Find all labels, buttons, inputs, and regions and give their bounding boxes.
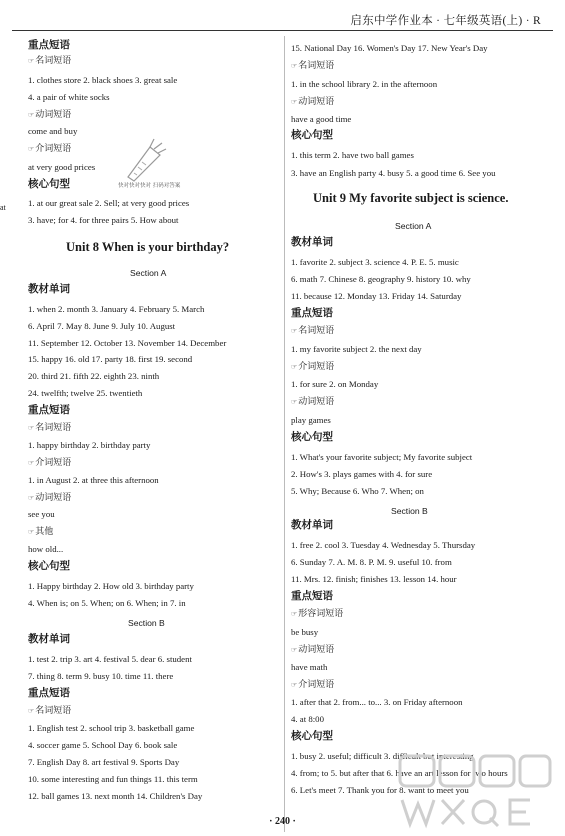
pencil-icon: ☞ — [291, 681, 298, 689]
heading-key-phrases: 重点短语 — [291, 307, 333, 319]
header-title: 启东中学作业本 · 七年级英语(上) · R — [350, 15, 541, 27]
pencil-icon: ☞ — [28, 111, 35, 119]
subheading-noun: ☞名词短语 — [28, 706, 72, 716]
subheading-prep: ☞介词短语 — [28, 458, 72, 468]
answer-line: 20. third 21. fifth 22. eighth 23. ninth — [28, 371, 160, 381]
page-header — [12, 6, 553, 34]
answer-line: 1. in the school library 2. in the afternoon — [291, 79, 438, 89]
column-divider — [284, 36, 285, 832]
answer-line: 3. have; for 4. for three pairs 5. How about — [28, 215, 179, 225]
answer-line: 4. soccer game 5. School Day 6. book sale — [28, 740, 178, 750]
pencil-icon: ☞ — [28, 57, 35, 65]
subheading-verb: ☞动词短语 — [291, 645, 335, 655]
answer-line: 1. after that 2. from... to... 3. on Friday afternoon — [291, 697, 463, 707]
answer-line: 4. When is; on 5. When; on 6. When; in 7. in — [28, 598, 186, 608]
unit-title: Unit 9 My favorite subject is science. — [313, 191, 509, 205]
pencil-icon: ☞ — [291, 646, 298, 654]
page-number: · 240 · — [269, 816, 296, 827]
answer-line: 4. a pair of white socks — [28, 92, 110, 102]
answer-line: 1. busy 2. useful; difficult 3. difficult but interesting — [291, 751, 474, 761]
answer-line: 1. my favorite subject 2. the next day — [291, 344, 422, 354]
pencil-icon: ☞ — [28, 459, 35, 467]
heading-textbook-words: 教材单词 — [28, 283, 70, 295]
edge-text: at — [0, 203, 6, 212]
section-label: Section A — [130, 268, 167, 278]
answer-line: 2. How's 3. plays games with 4. for sure — [291, 469, 433, 479]
answer-line: 6. April 7. May 8. June 9. July 10. August — [28, 321, 176, 331]
subheading-verb: ☞动词短语 — [291, 97, 335, 107]
heading-key-phrases: 重点短语 — [28, 687, 70, 699]
answer-line: play games — [291, 415, 331, 425]
section-label: Section B — [128, 618, 165, 628]
pencil-icon: ☞ — [291, 98, 298, 106]
answer-line: 1. for sure 2. on Monday — [291, 379, 379, 389]
answer-line: 10. some interesting and fun things 11. this term — [28, 774, 198, 784]
heading-key-phrases: 重点短语 — [28, 39, 70, 51]
answer-line: have a good time — [291, 114, 352, 124]
answer-line: 3. have an English party 4. busy 5. a good time 6. See you — [291, 168, 496, 178]
answer-line: have math — [291, 662, 328, 672]
answer-line: 11. because 12. Monday 13. Friday 14. Saturday — [291, 291, 462, 301]
answer-line: 1. What's your favorite subject; My favorite subject — [291, 452, 473, 462]
subheading-verb: ☞动词短语 — [291, 397, 335, 407]
answer-line: 11. September 12. October 13. November 14. December — [28, 338, 227, 348]
answer-stamp-icon — [120, 135, 170, 185]
answer-line: 1. clothes store 2. black shoes 3. great sale — [28, 75, 178, 85]
heading-core-sentences: 核心句型 — [291, 431, 333, 443]
answer-line: 1. English test 2. school trip 3. basketball game — [28, 723, 195, 733]
subheading-other: ☞其他 — [28, 527, 54, 537]
pencil-icon: ☞ — [28, 707, 35, 715]
pencil-icon: ☞ — [291, 610, 298, 618]
answer-line: 24. twelfth; twelve 25. twentieth — [28, 388, 143, 398]
answer-line: see you — [28, 509, 55, 519]
subheading-noun: ☞名词短语 — [28, 56, 72, 66]
heading-core-sentences: 核心句型 — [291, 129, 333, 141]
answer-line: at very good prices — [28, 162, 96, 172]
subheading-verb: ☞动词短语 — [28, 110, 72, 120]
answer-line: be busy — [291, 627, 319, 637]
answer-line: 1. when 2. month 3. January 4. February 5. March — [28, 304, 205, 314]
heading-core-sentences: 核心句型 — [28, 560, 70, 572]
answer-line: 7. thing 8. term 9. busy 10. time 11. there — [28, 671, 174, 681]
pencil-icon: ☞ — [28, 145, 35, 153]
answer-line: 1. test 2. trip 3. art 4. festival 5. dear 6. student — [28, 654, 192, 664]
answer-line: 1. free 2. cool 3. Tuesday 4. Wednesday 5. Thursday — [291, 540, 476, 550]
answer-line: 15. National Day 16. Women's Day 17. New Year's Day — [291, 43, 488, 53]
answer-line: 6. Let's meet 7. Thank you for 8. want to meet you — [291, 785, 469, 795]
heading-textbook-words: 教材单词 — [291, 519, 333, 531]
answer-line: come and buy — [28, 126, 78, 136]
pencil-icon: ☞ — [291, 363, 298, 371]
subheading-adj: ☞形容词短语 — [291, 609, 344, 619]
subheading-prep: ☞介词短语 — [291, 362, 335, 372]
answer-line: 1. favorite 2. subject 3. science 4. P. E. 5. music — [291, 257, 459, 267]
subheading-noun: ☞名词短语 — [291, 326, 335, 336]
header-rule — [12, 30, 553, 31]
subheading-noun: ☞名词短语 — [28, 423, 72, 433]
answer-line: 1. in August 2. at three this afternoon — [28, 475, 159, 485]
pencil-icon: ☞ — [291, 327, 298, 335]
answer-line: 1. Happy birthday 2. How old 3. birthday party — [28, 581, 194, 591]
heading-textbook-words: 教材单词 — [28, 633, 70, 645]
answer-line: 6. Sunday 7. A. M. 8. P. M. 9. useful 10. from — [291, 557, 452, 567]
answer-line: 4. at 8:00 — [291, 714, 324, 724]
answer-line: 1. this term 2. have two ball games — [291, 150, 414, 160]
unit-title: Unit 8 When is your birthday? — [66, 240, 230, 254]
pencil-icon: ☞ — [291, 398, 298, 406]
answer-line: 7. English Day 8. art festival 9. Sports Day — [28, 757, 180, 767]
pencil-icon: ☞ — [28, 424, 35, 432]
answer-line: 5. Why; Because 6. Who 7. When; on — [291, 486, 424, 496]
answer-line: 15. happy 16. old 17. party 18. first 19. second — [28, 354, 193, 364]
subheading-noun: ☞名词短语 — [291, 61, 335, 71]
heading-key-phrases: 重点短语 — [291, 590, 333, 602]
stamp-caption: 快对快对快对 扫码对答案 — [118, 183, 181, 189]
subheading-prep: ☞介词短语 — [28, 144, 72, 154]
subheading-verb: ☞动词短语 — [28, 493, 72, 503]
heading-core-sentences: 核心句型 — [28, 178, 70, 190]
answer-line: 11. Mrs. 12. finish; finishes 13. lesson 14. hour — [291, 574, 457, 584]
pencil-icon: ☞ — [28, 528, 35, 536]
heading-core-sentences: 核心句型 — [291, 730, 333, 742]
subheading-prep: ☞介词短语 — [291, 680, 335, 690]
answer-line: 1. at our great sale 2. Sell; at very good prices — [28, 198, 190, 208]
heading-key-phrases: 重点短语 — [28, 404, 70, 416]
heading-textbook-words: 教材单词 — [291, 236, 333, 248]
answer-line: 6. math 7. Chinese 8. geography 9. history 10. why — [291, 274, 471, 284]
answer-line: 4. from; to 5. but after that 6. have an art lesson for two hours — [291, 768, 508, 778]
section-label: Section A — [395, 221, 432, 231]
answer-line: 12. ball games 13. next month 14. Children's Day — [28, 791, 203, 801]
answer-line: 1. happy birthday 2. birthday party — [28, 440, 151, 450]
section-label: Section B — [391, 506, 428, 516]
pencil-icon: ☞ — [291, 62, 298, 70]
answer-line: how old... — [28, 544, 64, 554]
pencil-icon: ☞ — [28, 494, 35, 502]
